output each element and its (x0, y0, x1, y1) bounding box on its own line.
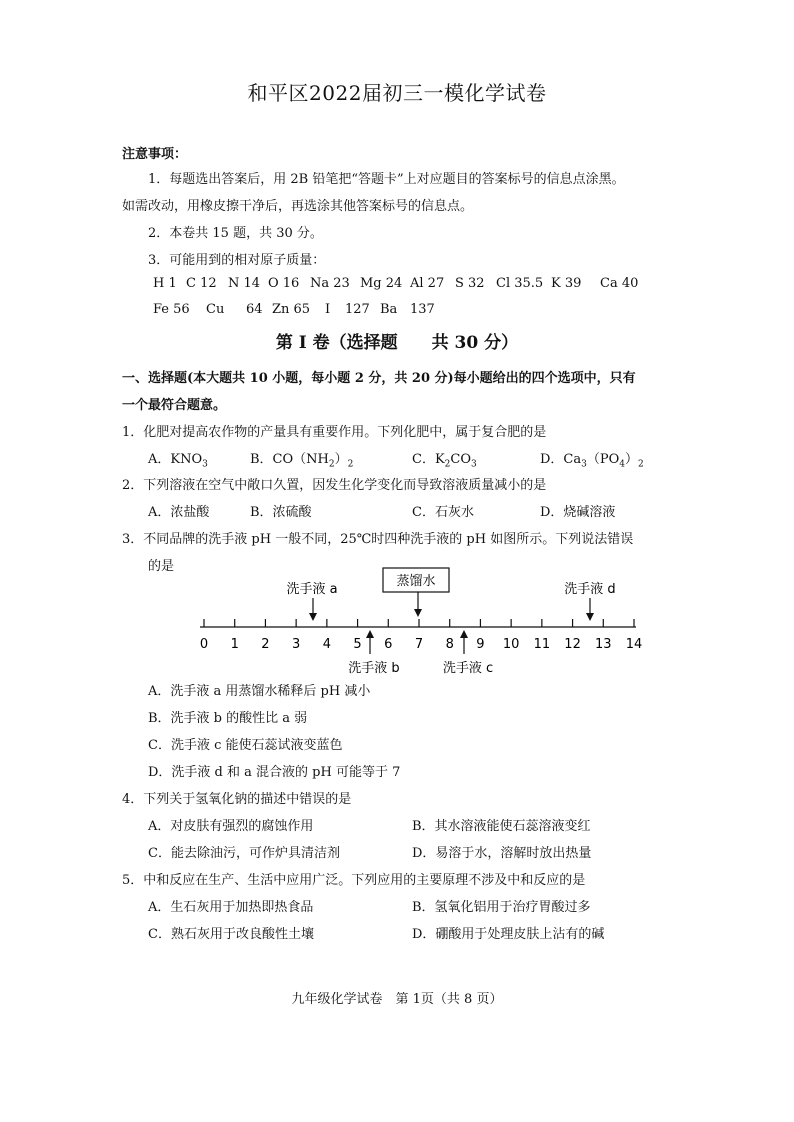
cleanser-d-label: 洗手液 d (564, 582, 616, 597)
ph-tick-label: 6 (384, 637, 393, 652)
distilled-water-label: 蒸馏水 (396, 574, 436, 589)
q3-option-d: D．洗手液 d 和 a 混合液的 pH 可能等于 7 (148, 765, 401, 780)
atomic-mass: Al 27 (410, 276, 445, 291)
ph-tick-label: 13 (595, 637, 612, 652)
atomic-mass: Cl 35.5 (496, 276, 544, 291)
q2-option-b: B．浓硫酸 (250, 505, 312, 520)
ph-tick-label: 12 (564, 637, 581, 652)
cleanser-b-label: 洗手液 b (348, 661, 400, 676)
question-4-stem: 4．下列关于氢氧化钠的描述中错误的是 (122, 792, 352, 807)
ph-tick-label: 0 (199, 637, 209, 652)
ph-tick-label: 11 (533, 637, 551, 652)
q4-option-a: A．对皮肤有强烈的腐蚀作用 (148, 819, 314, 834)
notes-heading: 注意事项： (122, 147, 188, 162)
atomic-mass: Ca 40 (600, 276, 639, 291)
note-item-1: 1．每题选出答案后，用 2B 铅笔把“答题卡”上对应题目的答案标号的信息点涂黑。 (148, 172, 625, 187)
cleanser-c-label: 洗手液 c (442, 661, 494, 676)
note-item-3: 3．可能用到的相对原子质量： (148, 253, 326, 268)
atomic-mass: Cu (206, 302, 225, 317)
distilled-water-arrowhead (414, 609, 422, 617)
atomic-mass: Ba (380, 302, 398, 317)
q5-option-d: D．硼酸用于处理皮肤上沾有的碱 (412, 927, 605, 942)
q3-option-a: A．洗手液 a 用蒸馏水稀释后 pH 减小 (148, 684, 371, 699)
q4-option-d: D．易溶于水，溶解时放出热量 (412, 846, 592, 861)
q2-option-c: C．石灰水 (412, 505, 474, 520)
q1-option-d: D．$Ca_3(PO_4)_2$ (540, 452, 644, 470)
q3-option-c: C．洗手液 c 能使石蕊试液变蓝色 (148, 738, 343, 753)
note-item-1-continued: 如需改动，用橡皮擦干净后，再选涂其他答案标号的信息点。 (122, 199, 474, 214)
q5-option-c: C．熟石灰用于改良酸性土壤 (148, 927, 314, 942)
page-title: 和平区2022届初三一模化学试卷 (247, 81, 547, 105)
atomic-mass: Mg 24 (360, 276, 403, 291)
q1-option-c: C．$K_2CO_3$ (412, 452, 477, 470)
cleanser-d-arrowhead (586, 613, 594, 621)
ph-tick-label: 8 (445, 637, 454, 652)
note-item-2: 2．本卷共 15 题，共 30 分。 (148, 226, 323, 241)
part-instructions: 一、选择题(本大题共 10 小题，每小题 2 分，共 20 分)每小题给出的四个选项中，只有 (122, 371, 636, 386)
atomic-mass: 127 (345, 302, 370, 317)
ph-tick-label: 2 (261, 637, 270, 652)
atomic-mass: Zn 65 (272, 302, 311, 317)
atomic-mass: H 1 (153, 276, 177, 291)
page-footer: 九年级化学试卷 第 1页（共 8 页） (291, 992, 503, 1007)
ph-ticks (200, 619, 642, 652)
question-1-stem: 1．化肥对提高农作物的产量具有重要作用。下列化肥中，属于复合肥的是 (122, 425, 547, 440)
section-title: 第 I 卷（选择题 共 30 分） (275, 333, 519, 353)
q3-option-b: B．洗手液 b 的酸性比 a 弱 (148, 711, 308, 726)
atomic-mass: 64 (246, 302, 263, 317)
q5-option-b: B．氢氧化铝用于治疗胃酸过多 (412, 900, 591, 915)
cleanser-a-arrowhead (309, 613, 317, 621)
ph-tick-label: 7 (414, 637, 424, 652)
atomic-mass: Fe 56 (153, 302, 190, 317)
ph-tick-label: 10 (502, 637, 520, 652)
cleanser-a-label: 洗手液 a (286, 582, 338, 597)
q5-option-a: A．生石灰用于加热即热食品 (148, 900, 314, 915)
atomic-mass: Na 23 (310, 276, 350, 291)
q1-option-a: A．$KNO_3$ (148, 452, 208, 470)
part-instructions-continued: 一个最符合题意。 (122, 398, 227, 413)
q1-option-b: B．$CO(NH_2)_2$ (250, 452, 354, 470)
ph-tick-label: 9 (476, 637, 485, 652)
atomic-mass: S 32 (455, 276, 485, 291)
ph-scale-diagram (190, 560, 650, 680)
atomic-mass: 137 (410, 302, 435, 317)
atomic-mass: K 39 (551, 276, 582, 291)
ph-tick-label: 5 (353, 637, 362, 652)
q4-option-c: C．能去除油污，可作炉具清洁剂 (148, 846, 340, 861)
atomic-mass: N 14 (228, 276, 261, 291)
ph-tick-label: 3 (292, 637, 301, 652)
q2-option-d: D．烧碱溶液 (540, 505, 616, 520)
atomic-mass: C 12 (186, 276, 217, 291)
ph-tick-label: 14 (625, 637, 643, 652)
atomic-mass: O 16 (268, 276, 300, 291)
q2-option-a: A．浓盐酸 (148, 505, 210, 520)
question-2-stem: 2．下列溶液在空气中敞口久置，因发生化学变化而导致溶液质量减小的是 (122, 478, 547, 493)
ph-tick-label: 1 (230, 637, 239, 652)
ph-tick-label: 4 (322, 637, 331, 652)
atomic-mass: I (325, 302, 331, 317)
q4-option-b: B．其水溶液能使石蕊溶液变红 (412, 819, 591, 834)
question-5-stem: 5．中和反应在生产、生活中应用广泛。下列应用的主要原理不涉及中和反应的是 (122, 873, 586, 888)
question-3-stem-continued: 的是 (148, 559, 175, 574)
question-3-stem: 3．不同品牌的洗手液 pH 一般不同，25℃时四种洗手液的 pH 如图所示。下列说法错误 (122, 532, 634, 547)
